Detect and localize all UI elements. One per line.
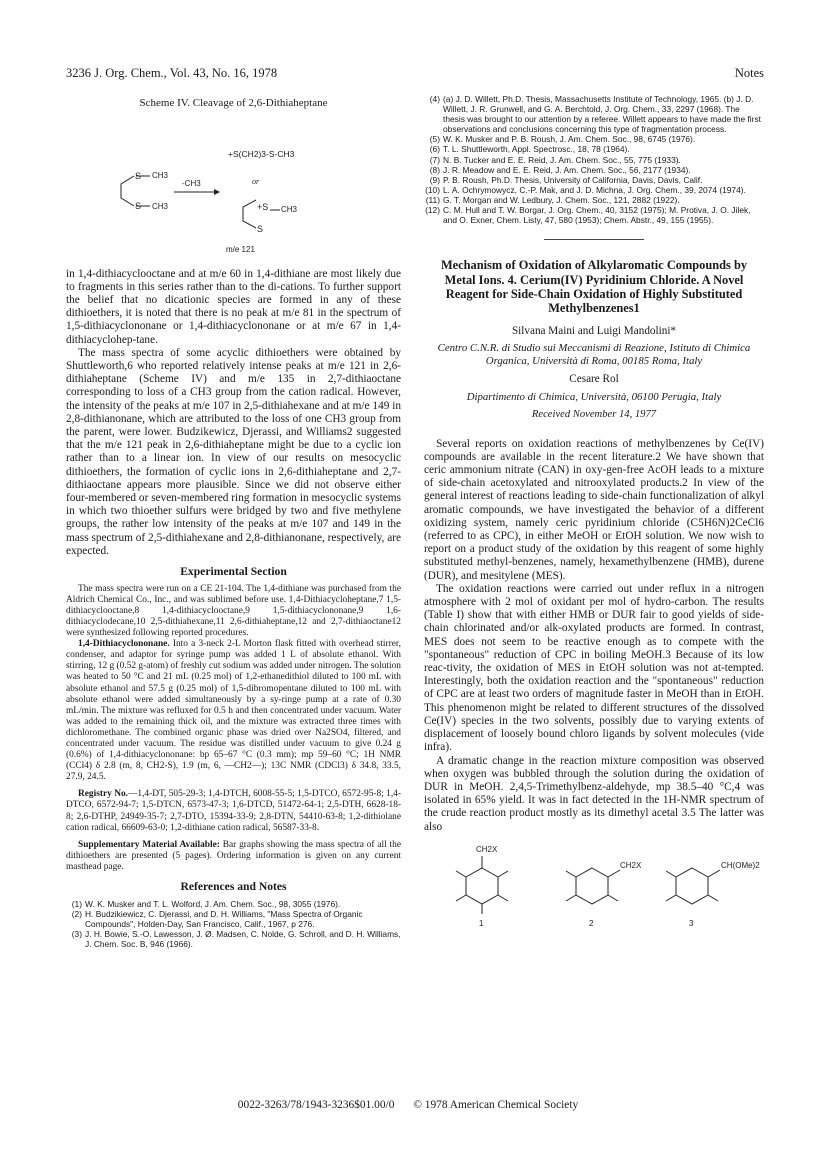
body-paragraph: A dramatic change in the reaction mixture composition was observed when oxygen was bubbled through the solution during the oxidation of DUR in MeOH. 2,4,5-Trimethylbenz-aldehyde, mp 38.5–40 °C,4 was isolated in 65% yield. It was in fact detected in the 1H-NMR spectrum of the crude reaction product mostly as its dimethyl acetal 3.5 The latter was also: [424, 754, 764, 833]
registry-paragraph: Registry No.—1,4-DT, 505-29-3; 1,4-DTCH, 6008-55-5; 1,5-DTCO, 6572-95-8; 1,4-DTCO, 6572-94-7; 1,5-DTCN, 6573-47-3; 1,6-DTCD, 51472-64-1; 2,5-DTH, 6628-18-8; 2,6-DTHP, 24949-35-7; 2,7-DTO, 15394-33-9; 2,8-DTN, 54410-63-8; 1,2-dithiolane cation radical, 66609-63-0; 1,2-dithiane cation radical, 56587-33-8.: [66, 789, 401, 833]
structure-1: [456, 856, 508, 914]
experimental-paragraph: The mass spectra were run on a CE 21-104. The 1,4-dithiane was purchased from the Aldrich Chemical Co., Inc., and was sublimed before use. 1,4-Dithiacycloheptane,7 1,5-dithiacyclooctane,8 1,4-dithiacyclooctane,9 1,5-dithiacyclononane,9 1,6-dithiacyclodecane,10 2,5-dithiahexane,11 2,6-dithiaheptane,12 and 2,7-dithiaoctane12 were synthesized following reported procedures.: [66, 583, 401, 639]
reference-item: (1) W. K. Musker and T. L. Wolford, J. Am. Chem. Soc., 98, 3055 (1976).: [71, 898, 341, 909]
right-column: [424, 94, 764, 928]
structure-1-label: 1: [479, 918, 484, 928]
structure-2: [566, 868, 620, 904]
svg-text:+S: +S: [257, 201, 269, 212]
structure-3-label: 3: [689, 918, 694, 928]
body-paragraph: The oxidation reactions were carried out under reflux in a nitrogen atmosphere with 2 mol of oxidant per mol of hydro-carbon. The results (Table I) show that with either HMB or DUR fair to good yields of side-chain chlorinated and/or alk-oxylated products are formed. In contrast, MES does not seem to be reactive enough as to compete with the "spontaneous" reduction of CPC in boiling MeOH.3 Because of its low reac-tivity, the oxidation of MES in EtOH solution was not at-tempted. Interestingly, both the oxidation reaction and the "spontaneous" reduction of CPC are at least two orders of magnitude faster in MeOH than in EtOH. This phenomenon might be related to different structures of the dissolved Ce(IV) species in the two solvents, possibly due to varying extents of displacement of loosely bound chloro ligands by solvent molecules (vide infra).: [424, 582, 764, 754]
references-list-continued: [424, 94, 764, 225]
body-paragraph: The mass spectra of some acyclic dithioethers were obtained by Shuttleworth,6 who reported relatively intense peaks at m/e 121 in 2,6-dithiaheptane (Scheme IV) and m/e 135 in 2,7-dithiaoctane corresponding to loss of a CH3 group from the cation radical. However, the intensity of the peaks at m/e 107 in 2,5-dithiahexane and at m/e 149 in 2,8-dithianonane, which are attributed to the loss of one CH3 group from the parent, were lower. Budzikewicz, Djerassi, and Williams2 suggested that the m/e 121 peak in 2,6-dithiaheptane might be due to a cyclic ion rather than to a linear ion. In view of our results on mesocyclic dithioethers, the formation of cyclic ions in 2,6-dithiaheptane and 2,7-dithiaoctane appears more plausible. Since we did not observe either four-membered or seven-membered ring formation in mesocyclic systems in which two thioether sulfurs were bridged by two and five methylene groups, the rather low intensity of the peaks at m/e 107 and 149 in the mass spectrum of 2,5-dithiahexane and 2,8-dithianonane, respectively, are expected.: [66, 346, 401, 557]
authors: Cesare Rol: [569, 373, 619, 386]
authors: Silvana Maini and Luigi Mandolini*: [511, 324, 677, 337]
structure-2-label: 2: [589, 918, 594, 928]
supplementary-heading: Supplementary Material Available:: [78, 839, 220, 850]
left-column: [66, 94, 401, 949]
section-heading: Experimental Section: [180, 565, 287, 579]
references-heading: References and Notes: [180, 880, 287, 893]
reference-item: (7) N. B. Tucker and E. E. Reid, J. Am. Chem. Soc., 55, 775 (1933).: [429, 154, 681, 165]
structure-1-substituent: CH2X: [476, 844, 498, 854]
structure-3-substituent: CH(OMe)2: [721, 860, 760, 870]
or-label: or: [252, 176, 260, 186]
footer-code: 0022-3263/78/1943-3236$01.00/0: [237, 1099, 395, 1111]
scheme-iv-diagram: [66, 114, 401, 264]
reference-item: (8) J. R. Meadow and E. E. Reid, J. Am. Chem. Soc., 56, 2177 (1934).: [429, 164, 691, 175]
structure-3: [666, 868, 720, 904]
svg-text:CH3: CH3: [152, 201, 169, 211]
scheme-title: Scheme IV. Cleavage of 2,6-Dithiaheptane: [139, 97, 328, 109]
reference-item: (6) T. L. Shuttleworth, Appl. Spectrosc., 18, 78 (1964).: [429, 144, 630, 155]
structure-2-substituent: CH2X: [620, 860, 642, 870]
chemical-structures: [424, 838, 764, 928]
svg-text:CH3: CH3: [152, 170, 169, 180]
arrow-label: -CH3: [182, 178, 201, 188]
registry-heading: Registry No.: [78, 789, 128, 800]
page-footer: [0, 1099, 816, 1111]
reference-item: (4) (a) J. D. Willett, Ph.D. Thesis, Massachusetts Institute of Technology, 1965. (b) J. D. Willett, J. R. Grunwell, and G. A. Berchtold, J. Org. Chem., 33, 2297 (1968). The thesis was brought to our attention by a referee. Willett appears to have made the first observations and conclusions concerning this type of fragmentation process.: [429, 94, 761, 135]
body-paragraph: Several reports on oxidation reactions of methylbenzenes by Ce(IV) compounds are available in the recent literature.2 We have shown that ceric ammonium nitrate (CAN) in oxy-gen-free AcOH leads to a mixture of side-chain acetoxylated and nitrooxylated products.2 In view of the general interest of reactions leading to side-chain functionalization of alkyl aromatic compounds, we have investigated the behavior of a different oxidizing system, namely ceric pyridinium chloride (C5H6N)2CeCl6 (referred to as CPC), in either MeOH or EtOH solution. We now wish to report on a product study of the oxidation by this reagent of some highly substituted methyl-benzenes, namely, hexamethylbenzene (HMB), durene (DUR), and mesitylene (MES).: [424, 437, 764, 582]
compound-heading: 1,4-Dithiacyclononane.: [78, 639, 170, 650]
affiliation: Dipartimento di Chimica, Università, 06100 Perugia, Italy: [466, 391, 722, 404]
svg-text:S: S: [135, 170, 142, 181]
reference-item: (3) J. H. Bowie, S.-O. Lawesson, J. Ø. Madsen, C. Nolde, G. Schroll, and D. H. Williams, J. Chem. Soc. B, 946 (1966).: [71, 928, 401, 949]
footer-copyright: © 1978 American Chemical Society: [413, 1099, 579, 1111]
reference-item: (2) H. Budzikiewicz, C. Djerassi, and D. H. Williams, "Mass Spectra of Organic Compounds", Holden-Day, San Francisco, Calif., 1967, p 276.: [71, 908, 363, 929]
affiliation: Centro C.N.R. di Studio sui Meccanismi di Reazione, Istituto di Chimica Organica, Università di Roma, 00185 Roma, Italy: [437, 342, 751, 368]
experimental-paragraph: 1,4-Dithiacyclononane. Into a 3-neck 2-L Morton flask fitted with overhead stirrer, condenser, and adaptor for syringe pump was added 1 L of absolute ethanol. With stirring, 12 g (0.52 g-atom) of freshly cut sodium was added under nitrogen. The solution was heated to 50 °C and 21 mL (0.25 mol) of 1,2-ethanedithiol diluted to 100 mL with absolute ethanol and 57.5 g (0.25 mol) of 1,5-dibromopentane diluted to 100 mL with absolute ethanol were added simultaneously by a sy-ringe pump at a rate of 0.30 mL/min. The mixture was refluxed for 0.5 h and then concentrated under vacuum. Water was added to the remaining thick oil, and the mixture was extracted three times with dichloromethane. The combined organic phase was dried over Na2SO4, filtered, and concentrated under vacuum. The residue was distilled under vacuum to give 0.24 g (0.6%) of 1,4-dithiacyclononane: bp 65–67 °C (0.3 mm); mp 59–60 °C; 1H NMR (CCl4) δ 2.8 (m, 8, CH2-S), 1.9 (m, 6, —CH2—); 13C NMR (CDCl3) δ 34.8, 33.5, 27.9, 24.5.: [66, 639, 401, 783]
header-left: 3236 J. Org. Chem., Vol. 43, No. 16, 1978: [66, 66, 278, 80]
article-title: Mechanism of Oxidation of Alkylaromatic Compounds by Metal Ions. 4. Cerium(IV) Pyridinium Chloride. A Novel Reagent for Side-Chain Oxidation of Highly Substituted Methylbenzenes1: [440, 258, 748, 316]
reference-item: (10) L. A. Ochrymowycz, C.-P. Mak, and J. D. Michna, J. Org. Chem., 39, 2074 (1974).: [425, 184, 746, 195]
svg-text:S: S: [257, 223, 264, 234]
received-date: Received November 14, 1977: [531, 409, 657, 421]
section-divider: [544, 239, 644, 240]
body-paragraph: in 1,4-dithiacyclooctane and at m/e 60 in 1,4-dithiane are most likely due to fragments in this series rather than to the di-cations. To further support the belief that no dicationic species are formed in any of these dithioethers, it is noted that there is no peak at m/e 81 in the spectrum of 1,5-dithiacyclononane or 1,4-dithiacyclononane or at m/e 67 in 1,4-dithiacyclohep-tane.: [66, 267, 401, 346]
reference-item: (9) P. B. Roush, Ph.D. Thesis, University of California, Davis, Davis, Calif.: [429, 174, 703, 185]
running-header: [66, 66, 764, 82]
reference-item: (5) W. K. Musker and P. B. Roush, J. Am. Chem. Soc., 98, 6745 (1976).: [429, 134, 696, 145]
reference-item: (11) G. T. Morgan and W. Ledbury, J. Chem. Soc., 121, 2882 (1922).: [425, 194, 680, 205]
references-list: [66, 899, 401, 949]
supplementary-paragraph: Supplementary Material Available: Bar graphs showing the mass spectra of all the dithioethers are presented (5 pages). Ordering information is given on any current masthead page.: [66, 839, 401, 872]
header-right: Notes: [734, 66, 764, 80]
svg-text:CH3: CH3: [281, 204, 298, 214]
reference-item: (12) C. M. Hull and T. W. Borgar, J. Org. Chem., 40, 3152 (1975); M. Protiva, J. O. Jilek, and O. Exner, Chem. Listy, 47, 580 (1953); Chem. Abstr., 49, 155 (1955).: [425, 205, 751, 226]
mass-label: m/e 121: [226, 244, 255, 254]
top-product: +S(CH2)3-S-CH3: [228, 148, 295, 159]
svg-text:S: S: [135, 200, 142, 211]
